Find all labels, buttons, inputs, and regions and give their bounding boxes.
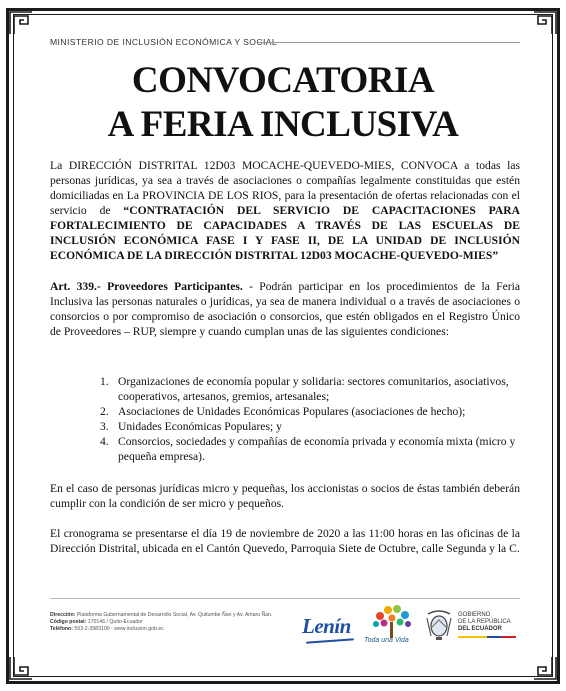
title-line-1: CONVOCATORIA <box>131 60 435 101</box>
article-heading: Art. 339.- Proveedores Participantes. <box>50 280 243 293</box>
corner-ornament-top-right <box>532 10 558 36</box>
corner-ornament-bottom-right <box>532 655 558 681</box>
list-item-number: 2. <box>100 405 109 418</box>
ministry-header: MINISTERIO DE INCLUSIÓN ECONÓMICA Y SOCIAL <box>50 37 278 47</box>
list-item <box>88 419 524 434</box>
footer-rule <box>50 598 520 599</box>
list-item <box>88 404 524 419</box>
list-item-number: 1. <box>100 375 109 388</box>
ecuador-coat-of-arms-icon <box>424 606 454 642</box>
service-name: “CONTRATACIÓN DEL SERVICIO DE CAPACITACIONES PARA FORTALECIMIENTO DE CAPACIDADES A TRAVÉS DE LAS ESCUELAS DE INCLUSIÓN ECONÓMICA FASE I Y FASE II, DE LA UNIDAD DE INCLUSIÓN ECONÓMICA DE LA DIRECCIÓN DISTRITAL 12D03 MOCACHE-QUEVEDO-MIES” <box>50 204 520 262</box>
title-line-2: A FERIA INCLUSIVA <box>107 104 459 145</box>
government-line-1: GOBIERNO <box>458 612 491 618</box>
postal-label: Código postal: <box>50 619 87 625</box>
postal-text: 170146 / Quito-Ecuador <box>87 619 143 625</box>
list-item-text: Unidades Económicas Populares; y <box>118 420 282 433</box>
header-rule <box>258 42 520 43</box>
corner-ornament-top-left <box>8 10 34 36</box>
government-line-2: DE LA REPÚBLICA <box>458 619 511 625</box>
intro-text: La DIRECCIÓN DISTRITAL 12D03 MOCACHE-QUEVEDO-MIES, CONVOCA a todas las personas jurídicas, ya sea a través de asociaciones o compañías legalmente constituidas que estén domiciliadas en La PROVINCIA DE LOS RIOS, para la presentación de ofertas relacionadas con el servicio de <box>50 159 520 217</box>
list-item-text: Organizaciones de economía popular y solidaria: sectores comunitarios, asociativos, cooperativos, artesanos, gremios, artesanales; <box>118 375 509 403</box>
article-paragraph <box>50 279 520 339</box>
micro-paragraph: En el caso de personas jurídicas micro y pequeñas, los accionistas o socios de éstas también deberán cumplir con la condición de ser micro y pequeños. <box>50 482 520 510</box>
intro-paragraph <box>50 158 520 263</box>
address-label: Dirección: <box>50 612 76 618</box>
lenin-logo: Lenín <box>302 614 351 638</box>
list-item-text: Consorcios, sociedades y compañías de economía privada y economía mixta (micro y pequeña empresa). <box>118 435 516 463</box>
list-item <box>88 434 524 464</box>
list-item <box>88 374 524 404</box>
government-flag-bar <box>458 636 516 638</box>
list-item-text: Asociaciones de Unidades Económicas Populares (asociaciones de hecho); <box>118 405 466 418</box>
schedule-paragraph: El cronograma se presentarse el día 19 de noviembre de 2020 a las 11:00 horas en las oficinas de la Dirección Distrital, ubicada en el Cantón Quevedo, Parroquia Siete de Octubre, calle Segunda y la C. <box>50 527 520 555</box>
address-text: Plataforma Gubernamental de Desarrollo Social, Av. Quitumbe Ñan y Av. Amaru Ñan. <box>76 612 273 618</box>
article-body: - Podrán participar en los procedimientos de la Feria Inclusiva las personas naturales o jurídicas, ya sea de manera individual o a través de asociaciones o consorcios o por compromiso de asociación o consorcios, que estén obligados en el Registro Único de Proveedores – RUP, siempre y cuando cumplan unas de las siguientes condiciones: <box>50 280 520 338</box>
list-item-number: 3. <box>100 420 109 433</box>
phone-label: Teléfono: <box>50 626 73 632</box>
footer-contact <box>50 612 280 633</box>
government-line-3: DEL ECUADOR <box>458 626 502 632</box>
phone-text: 593-2-3983100 - www.inclusion.gob.ec <box>74 626 164 632</box>
conditions-list <box>88 374 524 464</box>
corner-ornament-bottom-left <box>8 655 34 681</box>
toda-una-vida-logo-text: Toda una Vida <box>364 637 409 644</box>
government-logo-text <box>458 612 511 633</box>
list-item-number: 4. <box>100 435 109 448</box>
